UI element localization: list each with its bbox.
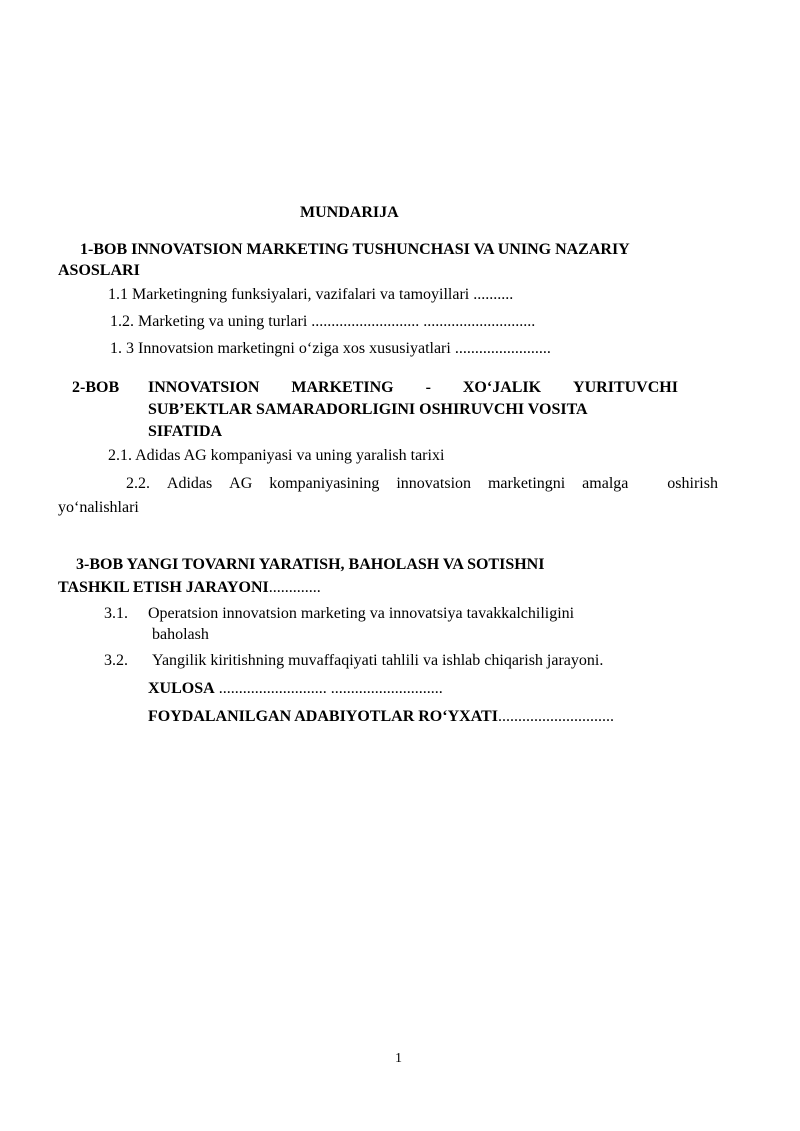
toc-entry-1-2: 1.2. Marketing va uning turlari ........................... ............................ xyxy=(110,313,536,330)
chapter2-heading-line3: SIFATIDA xyxy=(148,423,223,440)
chapter2-word: INNOVATSION xyxy=(148,379,260,396)
chapter3-heading-line2 xyxy=(58,578,321,598)
chapter1-heading-line2: ASOSLARI xyxy=(58,262,140,279)
toc-entry-3-2-text: Yangilik kiritishning muvaffaqiyati tahlili va ishlab chiqarish jarayoni. xyxy=(152,652,604,669)
chapter2-heading-line2: SUB’EKTLAR SAMARADORLIGINI OSHIRUVCHI VOSITA xyxy=(148,401,588,418)
leader-dots: ........................... ............................ xyxy=(214,680,443,697)
chapter2-word: MARKETING xyxy=(291,379,394,396)
chapter2-word: XO‘JALIK xyxy=(462,379,542,396)
toc-entry-conclusion xyxy=(148,679,443,699)
chapter3-heading-text: TASHKIL ETISH JARAYONI xyxy=(58,579,269,596)
chapter2-heading-line1 xyxy=(148,378,678,398)
toc-entry-2-2-continued: yo‘nalishlari xyxy=(58,499,139,516)
toc-entry-2-1: 2.1. Adidas AG kompaniyasi va uning yaralish tarixi xyxy=(108,447,445,464)
entry-word: AG xyxy=(229,475,253,492)
toc-entry-3-1-line2: baholash xyxy=(152,626,209,643)
leader-dots: ............................. xyxy=(497,708,614,725)
toc-entry-3-2-number: 3.2. xyxy=(104,652,128,669)
references-label: FOYDALANILGAN ADABIYOTLAR RO‘YXATI xyxy=(148,708,498,725)
entry-word: 2.2. xyxy=(126,475,150,492)
page-number: 1 xyxy=(395,1051,402,1066)
page-title: MUNDARIJA xyxy=(300,204,399,221)
chapter2-word: YURITUVCHI xyxy=(573,379,678,396)
entry-word: Adidas xyxy=(166,475,213,492)
entry-word: innovatsion xyxy=(396,475,472,492)
entry-word: amalga xyxy=(582,475,629,492)
chapter2-label: 2-BOB xyxy=(72,379,120,396)
entry-word: oshirish xyxy=(667,475,718,492)
chapter1-heading-line1: 1-BOB INNOVATSION MARKETING TUSHUNCHASI VA UNING NAZARIY xyxy=(80,241,630,258)
toc-entry-1-1: 1.1 Marketingning funksiyalari, vazifalari va tamoyillari .......... xyxy=(108,286,514,303)
entry-word: kompaniyasining xyxy=(269,475,380,492)
toc-entry-2-2 xyxy=(126,474,718,494)
chapter3-heading-line1: 3-BOB YANGI TOVARNI YARATISH, BAHOLASH VA SOTISHNI xyxy=(76,556,545,573)
conclusion-label: XULOSA xyxy=(148,680,215,697)
toc-entry-1-3: 1. 3 Innovatsion marketingni o‘ziga xos xususiyatlari ........................ xyxy=(110,340,551,357)
chapter2-word: - xyxy=(425,379,431,396)
toc-entry-3-1-line1: Operatsion innovatsion marketing va innovatsiya tavakkalchiligini xyxy=(148,605,575,622)
toc-entry-references xyxy=(148,707,614,727)
entry-word: marketingni xyxy=(487,475,566,492)
leader-dots: ............. xyxy=(268,579,321,596)
toc-entry-3-1-number: 3.1. xyxy=(104,605,128,622)
